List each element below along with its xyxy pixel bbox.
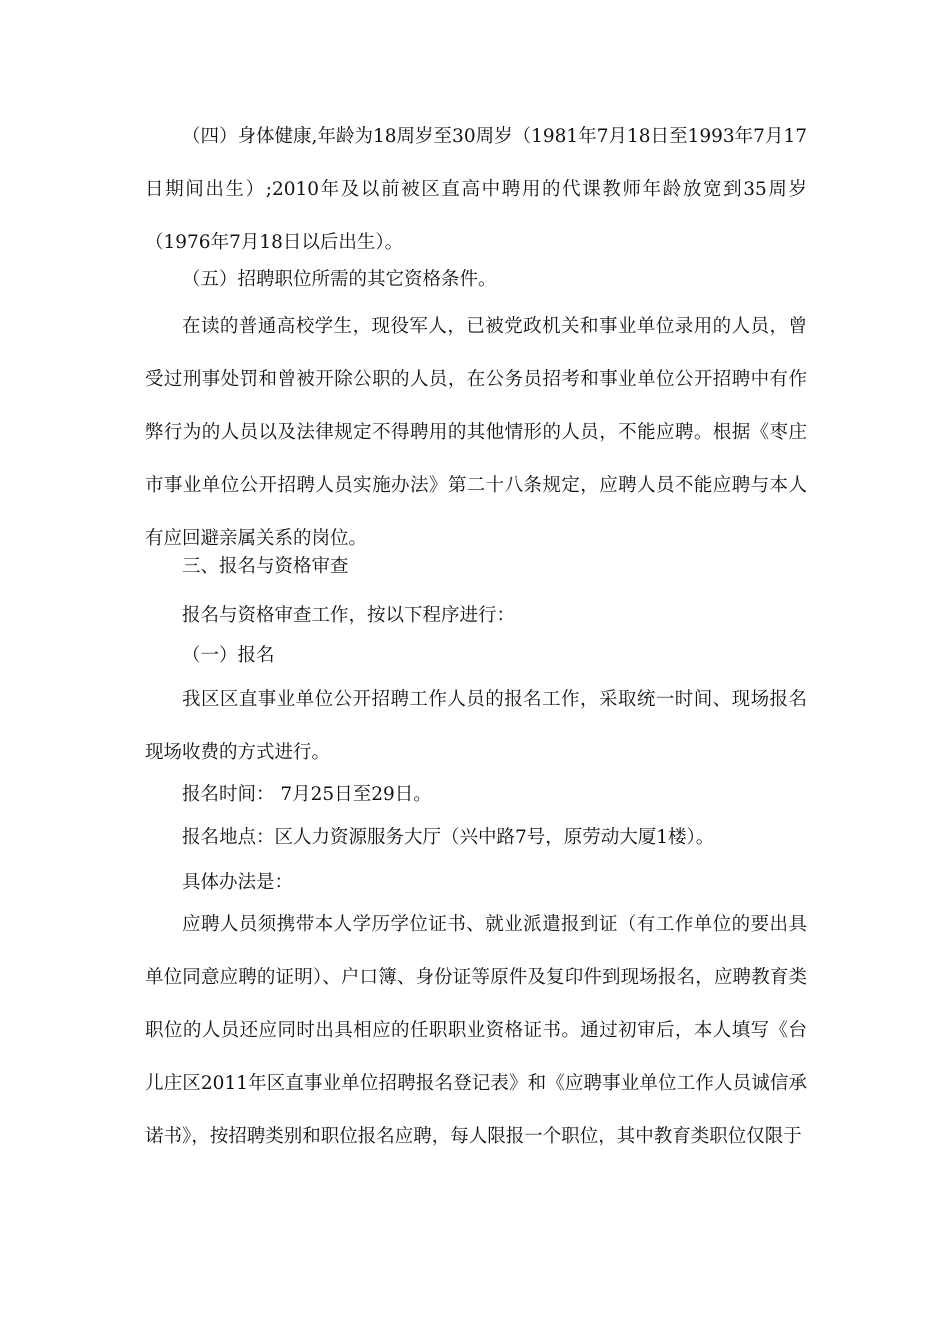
paragraph-other-qualifications: （五）招聘职位所需的其它资格条件。 [182, 269, 497, 290]
paragraph-specific-method-heading: 具体办法是： [182, 872, 294, 893]
paragraph-registration-location: 报名地点：区人力资源服务大厅（兴中路7号，原劳动大厦1楼）。 [182, 827, 715, 848]
paragraph-registration-method: 我区区直事业单位公开招聘工作人员的报名工作，采取统一时间、现场报名现场收费的方式进行。 [145, 689, 807, 763]
paragraph-required-documents: 应聘人员须携带本人学历学位证书、就业派遣报到证（有工作单位的要出具单位同意应聘的证明）、户口簿、身份证等原件及复印件到现场报名，应聘教育类职位的人员还应同时出具相应的任职职业资格证书。通过初审后，本人填写《台儿庄区2011年区直事业单位招聘报名登记表》和《应聘事业单位工作人员诚信承诺书》，按招聘类别和职位报名应聘，每人限报一个职位，其中教育类职位仅限于 [145, 914, 807, 1147]
paragraph-registration-time: 报名时间： 7月25日至29日。 [182, 784, 432, 805]
paragraph-ineligible-persons: 在读的普通高校学生，现役军人，已被党政机关和事业单位录用的人员，曾受过刑事处罚和曾被开除公职的人员，在公务员招考和事业单位公开招聘中有作弊行为的人员以及法律规定不得聘用的其他情形的人员，不能应聘。根据《枣庄市事业单位公开招聘人员实施办法》第二十八条规定，应聘人员不能应聘与本人有应回避亲属关系的岗位。 [145, 316, 807, 549]
section-heading-registration: 三、报名与资格审查 [182, 556, 349, 577]
subheading-registration: （一）报名 [182, 645, 275, 666]
paragraph-procedure-intro: 报名与资格审查工作，按以下程序进行： [182, 605, 516, 626]
paragraph-health-age: （四）身体健康,年龄为18周岁至30周岁（1981年7月18日至1993年7月17日期间出生）;2010年及以前被区直高中聘用的代课教师年龄放宽到35周岁（1976年7月18日以后出生）。 [145, 126, 807, 253]
